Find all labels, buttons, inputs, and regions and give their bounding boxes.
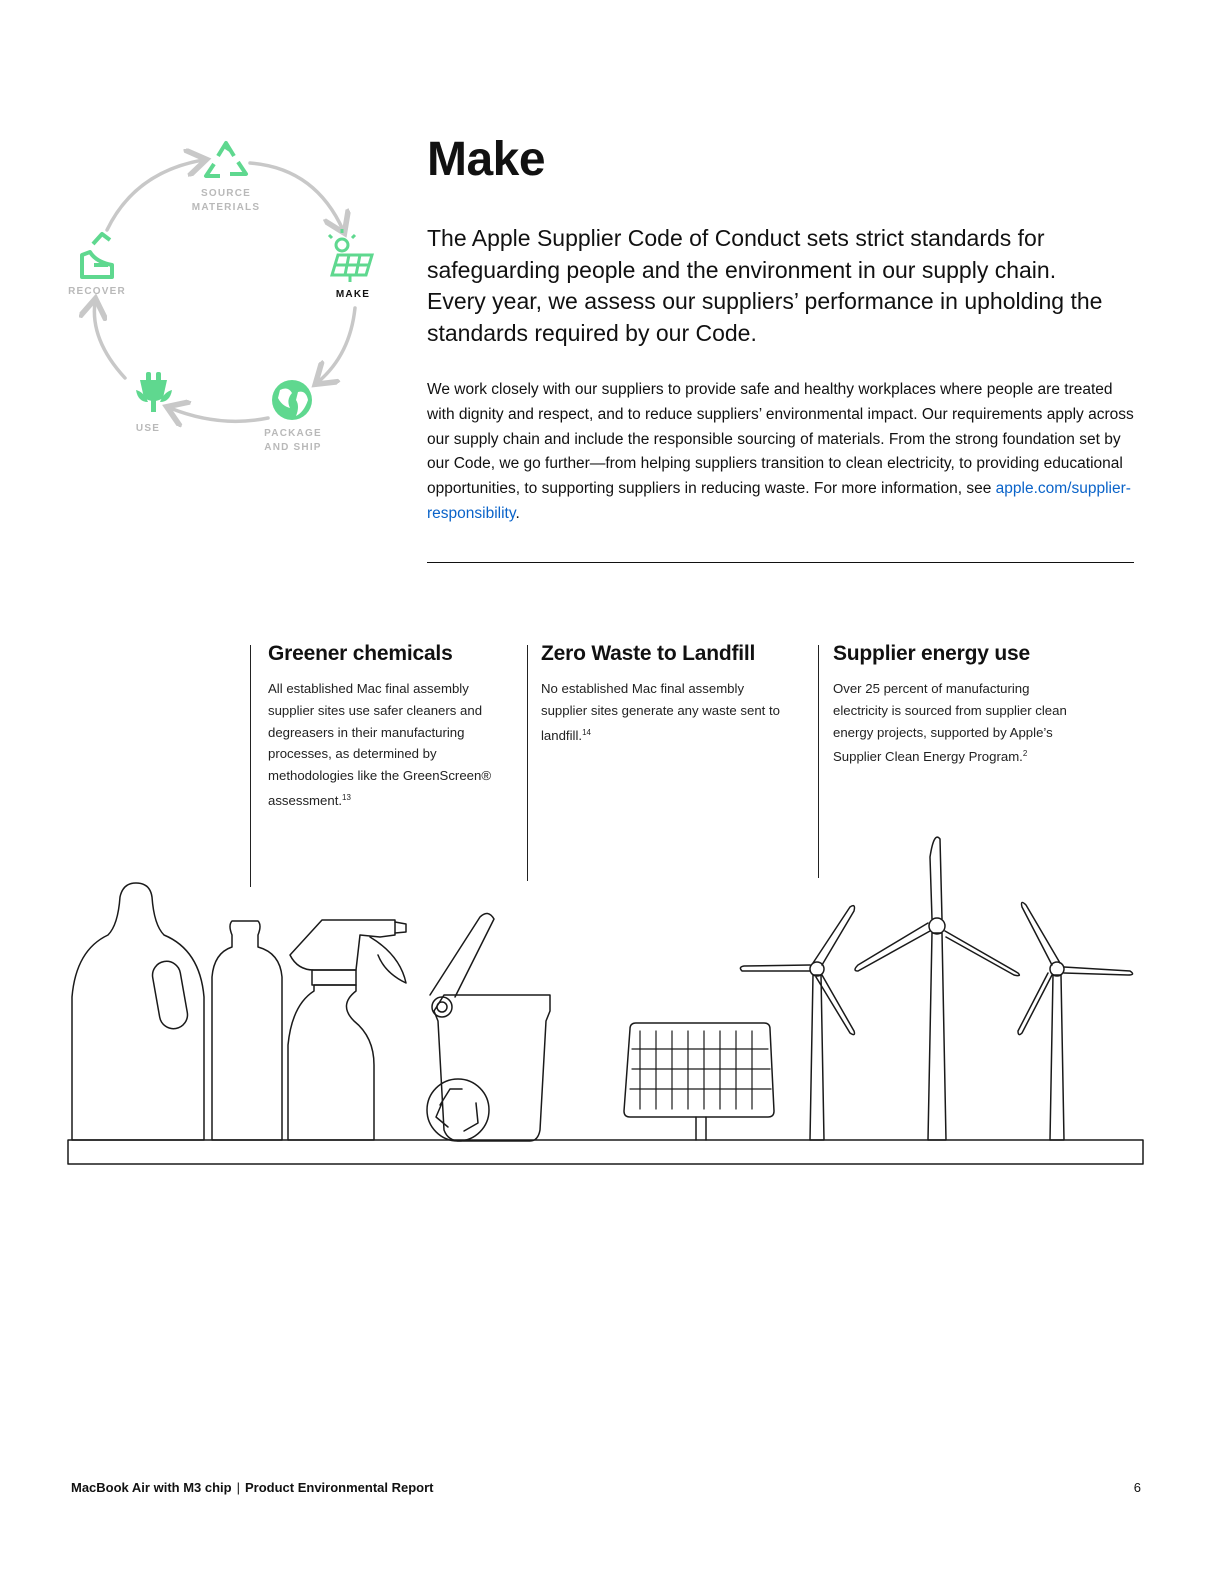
body-text: We work closely with our suppliers to provide safe and healthy workplaces where people are treated with dignity and respect, and to reduce suppliers’ environmental impact. Our requirements apply across our supply chain and include the responsible sourcing of materials. From the strong foundation set by our Code, we go further—from helping suppliers transition to clean electricity, to providing educational opportunities, to supporting suppliers in reducing waste. For more information, see [427,381,1134,498]
intro-paragraph: The Apple Supplier Code of Conduct sets strict standards for safeguarding people and the environment in our supply chain. Every year, we assess our suppliers’ performance in upholding the standards required by our Code. [427,225,1103,346]
wind-turbine-icon [1018,902,1133,1140]
wind-turbine-icon [855,837,1019,1140]
bottle-icon [212,921,282,1140]
highlight-title: Supplier energy use [833,642,1030,665]
solar-panel-icon [329,229,372,282]
highlight-text [268,678,503,812]
body-suffix: . [515,504,520,522]
footer-report: Product Environmental Report [244,1480,434,1495]
stage-label-use: USE [135,423,161,434]
highlight-text [833,678,1088,768]
highlight-body: All established Mac final assembly supplier sites use safer cleaners and degreasers in their manufacturing processes, as determined by methodologies like the GreenScreen® assessment. [268,681,492,808]
page-number: 6 [1133,1480,1141,1495]
footnote-ref: 2 [1022,749,1028,759]
highlight-body: No established Mac final assembly supplier sites generate any waste sent to landfill. [541,681,780,743]
section-divider [427,562,1134,563]
page-title: Make [427,133,546,186]
footnote-ref: 14 [582,727,591,737]
recycle-icon [206,143,246,176]
footer-title [71,1480,434,1495]
highlight-text [541,678,786,746]
stage-label-package: PACKAGE AND SHIP [264,428,322,453]
bucket-icon [434,995,550,1141]
globe-icon [272,380,312,420]
supplier-responsibility-link[interactable]: apple.com/supplier-responsibility [427,480,1131,522]
highlight-greener-chemicals [268,642,503,812]
stage-label-source: SOURCE MATERIALS [191,188,261,213]
footer-product: MacBook Air with M3 chip [71,1480,232,1495]
highlight-zero-waste [541,642,786,746]
bottle-icon [72,883,204,1140]
hand-recover-icon [82,234,112,277]
supply-chain-illustration [60,825,1150,1175]
highlight-body: Over 25 percent of manufacturing electricity is sourced from supplier clean energy projects, supported by Apple’s Supplier Clean Energy Program. [833,681,1067,765]
stage-label-recover: RECOVER [68,286,126,297]
solar-panel-icon [624,1023,774,1140]
shelf-base [68,1140,1143,1164]
highlight-title: Zero Waste to Landfill [541,642,756,665]
highlight-supplier-energy [833,642,1088,768]
stage-label-make: MAKE [335,289,371,300]
lifecycle-diagram [60,130,390,470]
highlight-title: Greener chemicals [268,642,453,665]
plug-icon [136,372,172,412]
spray-bottle-icon [288,985,374,1140]
body-paragraph [427,378,1142,527]
footer-separator: | [236,1480,240,1495]
footnote-ref: 13 [342,792,351,802]
